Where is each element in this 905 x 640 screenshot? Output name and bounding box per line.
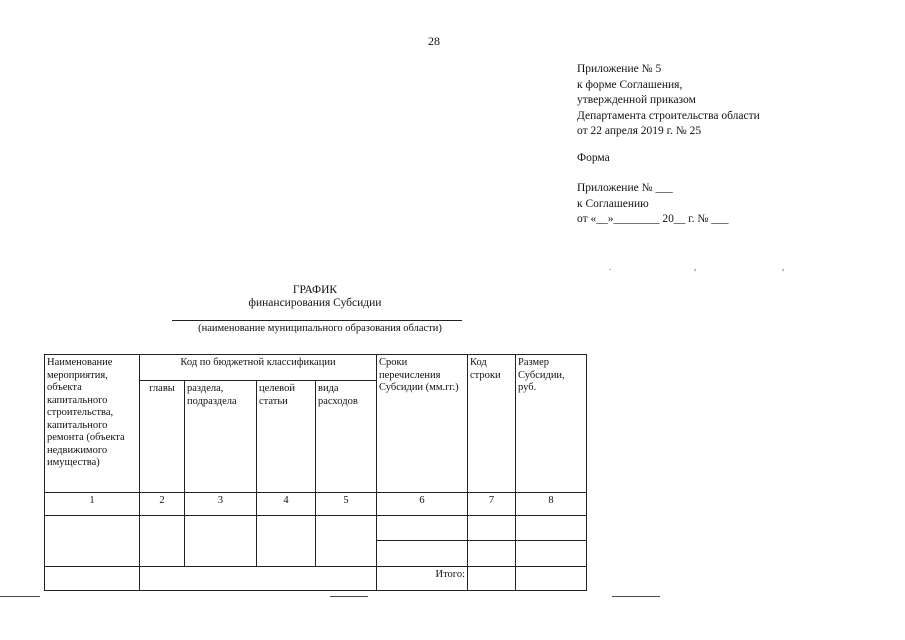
column-number: 6: [377, 493, 468, 516]
column-number: 4: [257, 493, 316, 516]
column-number: 5: [316, 493, 377, 516]
document-subtitle: финансирования Субсидии: [248, 297, 382, 309]
scan-speck: ,: [694, 262, 697, 272]
page-number: 28: [428, 34, 440, 48]
header-expense-type: вида расходов: [316, 381, 377, 493]
header-chapter: главы: [140, 381, 185, 493]
scan-edge-line: [0, 596, 40, 597]
appendix-line: Приложение № 5: [577, 63, 662, 75]
municipality-fill-line: [172, 320, 462, 321]
header-target-article: целевой статьи: [257, 381, 316, 493]
data-cell: [377, 516, 468, 541]
column-number: 3: [185, 493, 257, 516]
header-budget-code: Код по бюджетной классификации: [140, 355, 377, 381]
data-cell: [516, 541, 587, 567]
scan-edge-line: [330, 596, 368, 597]
annex-line: Приложение № ___: [577, 182, 673, 194]
column-number: 2: [140, 493, 185, 516]
financing-schedule-table: [44, 354, 587, 591]
data-cell: [257, 516, 316, 567]
appendix-header: [577, 62, 760, 140]
header-transfer-terms: Сроки перечисления Субсидии (мм.гг.): [377, 355, 468, 493]
appendix-line: от 22 апреля 2019 г. № 25: [577, 125, 702, 137]
annex-line: к Соглашению: [577, 197, 649, 210]
scan-edge-line: [612, 596, 660, 597]
data-cell: [45, 516, 140, 567]
scan-speck: .: [609, 262, 612, 272]
annex-header: [577, 181, 729, 228]
column-number: 1: [45, 493, 140, 516]
total-row-code-cell: [468, 567, 516, 591]
header-section: раздела, подраздела: [185, 381, 257, 493]
data-cell: [185, 516, 257, 567]
header-subsidy-amount: Размер Субсидии, руб.: [516, 355, 587, 493]
total-amount-cell: [516, 567, 587, 591]
municipality-caption: (наименование муниципального образования области): [198, 323, 442, 334]
total-label: Итого:: [377, 567, 468, 591]
header-row-code: Код строки: [468, 355, 516, 493]
form-label: Форма: [577, 152, 610, 164]
data-cell: [316, 516, 377, 567]
appendix-line: утвержденной приказом: [577, 94, 696, 106]
data-cell: [516, 516, 587, 541]
scan-speck: ,: [782, 262, 785, 272]
data-cell: [468, 541, 516, 567]
total-row-blank: [45, 567, 140, 591]
appendix-line: к форме Соглашения,: [577, 78, 683, 91]
column-number: 8: [516, 493, 587, 516]
data-cell: [377, 541, 468, 567]
column-number: 7: [468, 493, 516, 516]
data-cell: [468, 516, 516, 541]
appendix-line: Департамента строительства области: [577, 109, 760, 122]
document-title: ГРАФИК: [292, 284, 338, 296]
data-cell: [140, 516, 185, 567]
annex-line: от «__»________ 20__ г. № ___: [577, 213, 729, 225]
header-object-name: Наименование мероприятия, объекта капитального строительства, капитального ремонта (объекта недвижимого имущества): [45, 355, 140, 493]
total-row-blank: [140, 567, 377, 591]
